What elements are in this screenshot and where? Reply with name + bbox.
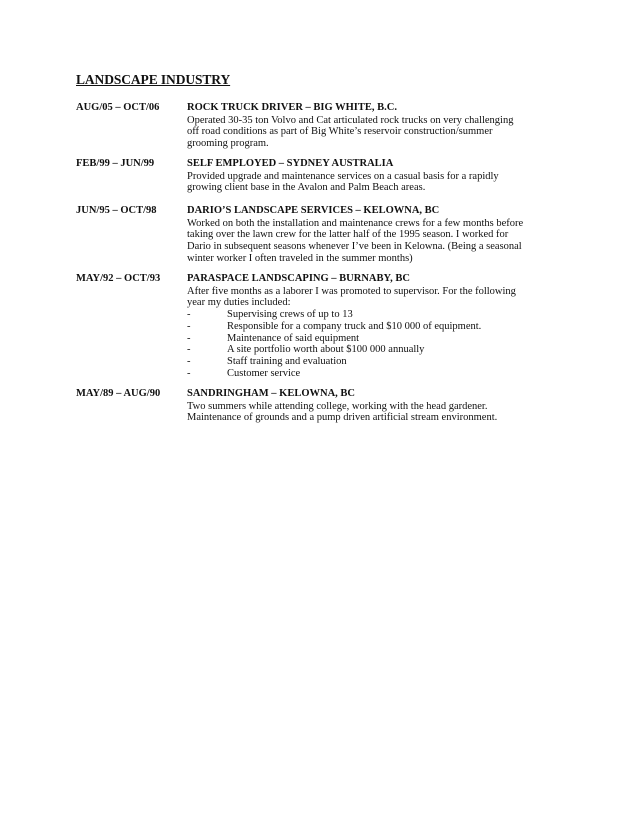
job-body — [187, 102, 532, 150]
duty-item — [187, 344, 532, 356]
duty-text: Customer service — [227, 368, 301, 380]
job-description-line: taking over the lawn crew for the latter half of the 1995 season. I worked for — [187, 229, 509, 241]
job-description-line: Provided upgrade and maintenance services on a casual basis for a rapidly — [187, 170, 499, 182]
job-description-line: Two summers while attending college, working with the head gardener. — [187, 400, 488, 412]
job-description-line: Operated 30-35 ton Volvo and Cat articulated rock trucks on very challenging — [187, 114, 514, 126]
job-title: SELF EMPLOYED – SYDNEY AUSTRALIA — [187, 158, 394, 169]
job-title: ROCK TRUCK DRIVER – BIG WHITE, B.C. — [187, 102, 397, 113]
job-dates: FEB/99 – JUN/99 — [76, 158, 155, 169]
duty-item — [187, 333, 532, 345]
job-title: PARASPACE LANDSCAPING – BURNABY, BC — [187, 273, 410, 284]
bullet-dash: - — [187, 344, 191, 356]
duty-item — [187, 368, 532, 380]
job-body — [187, 205, 532, 265]
job-dates: MAY/92 – OCT/93 — [76, 273, 161, 284]
job-description-line: winter worker I often traveled in the summer months) — [187, 252, 413, 264]
job-description-line: After five months as a laborer I was promoted to supervisor. For the following — [187, 285, 516, 297]
job-dates: MAY/89 – AUG/90 — [76, 388, 161, 399]
job-dates: AUG/05 – OCT/06 — [76, 102, 160, 113]
job-body — [187, 388, 532, 424]
duty-text: Supervising crews of up to 13 — [227, 309, 353, 321]
bullet-dash: - — [187, 356, 191, 368]
duty-text: Maintenance of said equipment — [227, 332, 360, 344]
bullet-dash: - — [187, 332, 191, 344]
section-title: LANDSCAPE INDUSTRY — [76, 72, 231, 87]
duty-item — [187, 356, 532, 368]
job-description-line: off road conditions as part of Big White’s reservoir construction/summer — [187, 126, 493, 138]
duty-text: Responsible for a company truck and $10 000 of equipment. — [227, 320, 482, 332]
duties-list — [187, 309, 532, 380]
bullet-dash: - — [187, 368, 191, 380]
duty-text: Staff training and evaluation — [227, 356, 347, 368]
job-dates: JUN/95 – OCT/98 — [76, 205, 157, 216]
job-description-line: grooming program. — [187, 138, 269, 150]
job-title: DARIO’S LANDSCAPE SERVICES – KELOWNA, BC — [187, 205, 440, 216]
job-title: SANDRINGHAM – KELOWNA, BC — [187, 388, 356, 399]
job-description-line: Maintenance of grounds and a pump driven artificial stream environment. — [187, 412, 498, 424]
job-description-line: growing client base in the Avalon and Palm Beach areas. — [187, 182, 426, 194]
job-description-line: year my duties included: — [187, 297, 291, 309]
duty-text: A site portfolio worth about $100 000 annually — [227, 344, 425, 356]
job-description-line: Dario in subsequent seasons whenever I’ve been in Kelowna. (Being a seasonal — [187, 241, 522, 253]
job-body — [187, 273, 532, 380]
job-body — [187, 158, 532, 194]
bullet-dash: - — [187, 309, 191, 321]
duty-item — [187, 309, 532, 321]
duty-item — [187, 321, 532, 333]
bullet-dash: - — [187, 320, 191, 332]
job-description-line: Worked on both the installation and maintenance crews for a few months before — [187, 217, 524, 229]
